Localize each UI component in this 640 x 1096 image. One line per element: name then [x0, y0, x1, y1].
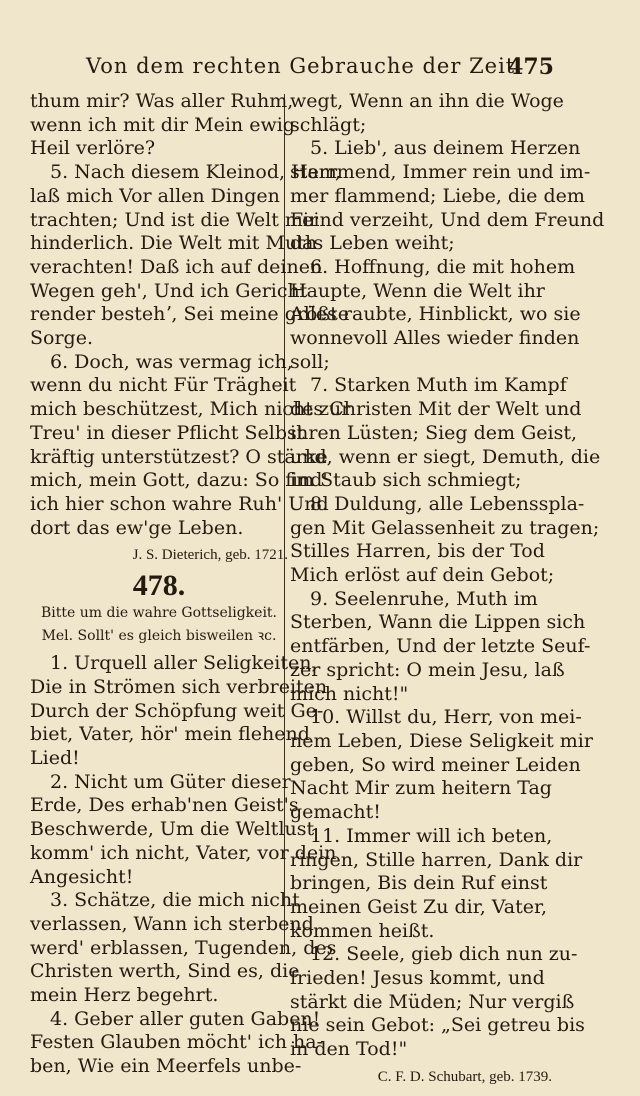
text-line: mich beschützest, Mich nicht zur	[30, 398, 351, 421]
text-line: mich, mein Gott, dazu: So find'	[30, 469, 328, 492]
text-line: wegt, Wenn an ihn die Woge	[290, 90, 564, 112]
text-line: Nacht Mir zum heitern Tag	[290, 777, 552, 800]
stanza-9	[290, 587, 591, 707]
text-line: Lied!	[30, 746, 80, 769]
text-line: Alles raubte, Hinblickt, wo sie	[290, 303, 581, 326]
hymn-number: 478.	[132, 569, 186, 603]
running-title: Von dem rechten Gebrauche der Zeit.	[86, 54, 523, 78]
text-line: wonnevoll Alles wieder finden	[290, 327, 580, 350]
text-line: schlägt;	[290, 113, 367, 136]
text-line: meinen Geist Zu dir, Vater,	[290, 895, 548, 918]
text-line: Sterben, Wann die Lippen sich	[290, 611, 586, 634]
text-line: 9. Seelenruhe, Muth im	[310, 587, 538, 610]
text-line: komm' ich nicht, Vater, vor dein	[30, 841, 337, 864]
text-line: verachten! Daß ich auf deinen	[30, 255, 323, 278]
text-line: Treu' in dieser Pflicht Selbst	[30, 421, 305, 444]
text-line: wenn du nicht Für Trägheit	[30, 374, 297, 397]
text-line: mer flammend; Liebe, die dem	[290, 184, 585, 207]
text-line: Angesicht!	[30, 865, 134, 888]
text-line: Erde, Des erhab'nen Geist's	[30, 794, 299, 817]
text-line: 5. Nach diesem Kleinod, Herr,	[50, 161, 342, 184]
text-line: 6. Doch, was vermag ich,	[50, 350, 293, 373]
text-line: entfärben, Und der letzte Seuf-	[290, 635, 591, 658]
text-line: kräftig unterstützest? O stärke	[30, 445, 328, 468]
text-line: laß mich Vor allen Dingen	[30, 184, 280, 207]
text-line: render bestehʼ, Sei meine größte	[30, 303, 349, 326]
stanza-1	[30, 652, 328, 771]
text-line: 12. Seele, gieb dich nun zu-	[310, 943, 578, 966]
text-line: das Leben weiht;	[290, 232, 455, 255]
stanza-8	[290, 492, 600, 588]
page-number: 475	[508, 54, 554, 80]
text-line: 10. Willst du, Herr, von mei-	[310, 706, 582, 729]
text-line: 5. Lieb', aus deinem Herzen	[310, 137, 581, 160]
text-line: Sorge.	[30, 327, 93, 350]
text-line: Durch der Schöpfung weit Ge-	[30, 699, 324, 722]
text-line: stammend, Immer rein und im-	[290, 161, 591, 184]
text-line: Christen werth, Sind es, die	[30, 960, 300, 983]
text-line: 2. Nicht um Güter dieser	[50, 770, 291, 793]
text-line: nem Leben, Diese Seligkeit mir	[290, 729, 593, 752]
text-line: Haupte, Wenn die Welt ihr	[290, 279, 545, 302]
text-line: 6. Hoffnung, die mit hohem	[310, 255, 576, 278]
right-column	[290, 90, 605, 1096]
author-attribution: J. S. Dieterich, geb. 1721.	[132, 547, 288, 564]
text-line: in den Tod!"	[290, 1038, 408, 1061]
text-line: gen Mit Gelassenheit zu tragen;	[290, 516, 600, 539]
stanza-6b	[290, 255, 581, 375]
text-line: ringen, Stille harren, Dank dir	[290, 848, 583, 871]
text-line: ich hier schon wahre Ruh' Und	[30, 492, 329, 515]
text-line: bringen, Bis dein Ruf einst	[290, 872, 548, 895]
text-line: verlassen, Wann ich sterbend	[30, 912, 314, 935]
text-line: 11. Immer will ich beten,	[310, 824, 553, 847]
stanza-4-continuation	[290, 90, 564, 137]
text-line: mich nicht!"	[290, 682, 409, 705]
text-line: 1. Urquell aller Seligkeiten,	[50, 652, 318, 675]
stanza-continuation	[30, 90, 295, 161]
text-line: thum mir? Was aller Ruhm,	[30, 90, 294, 112]
text-line: trachten; Und ist die Welt mir	[30, 208, 319, 231]
text-line: Festen Glauben möcht' ich ha-	[30, 1031, 324, 1054]
text-line: Feind verzeiht, Und dem Freund	[290, 208, 605, 231]
stanza-10	[290, 706, 593, 825]
stanza-11	[290, 824, 583, 944]
text-line: hinderlich. Die Welt mit Muth	[30, 232, 318, 255]
stanza-5	[30, 161, 349, 351]
text-line: wenn ich mit dir Mein ewig	[30, 113, 295, 136]
text-line: 4. Geber aller guten Gaben!	[50, 1007, 321, 1030]
text-line: Stilles Harren, bis der Tod	[290, 540, 545, 563]
author-attribution: C. F. D. Schubart, geb. 1739.	[377, 1068, 552, 1085]
text-line: und, wenn er siegt, Demuth, die	[290, 445, 601, 468]
text-line: ihren Lüsten; Sieg dem Geist,	[290, 421, 578, 444]
text-line: im Staub sich schmiegt;	[290, 469, 522, 492]
text-line: werd' erblassen, Tugenden, des	[30, 936, 337, 959]
text-line: ben, Wie ein Meerfels unbe-	[30, 1055, 302, 1078]
text-line: stärkt die Müden; Nur vergiß	[290, 990, 575, 1013]
text-line: geben, So wird meiner Leiden	[290, 753, 581, 776]
text-line: gemacht!	[290, 801, 381, 824]
text-line: 8. Duldung, alle Lebensspla-	[310, 492, 585, 515]
running-header	[80, 54, 560, 82]
text-line: soll;	[290, 350, 330, 373]
stanza-12	[290, 943, 585, 1062]
stanza-3	[30, 889, 337, 1008]
text-line: biet, Vater, hör' mein flehend	[30, 723, 310, 746]
stanza-7	[290, 374, 601, 493]
text-line: dort das ew'ge Leben.	[30, 516, 244, 539]
text-line: 7. Starken Muth im Kampf	[310, 374, 567, 397]
hymn-melody: Mel. Sollt' es gleich bisweilen ꝛc.	[41, 628, 277, 645]
text-line: zer spricht: O mein Jesu, laß	[290, 658, 565, 681]
text-line: mein Herz begehrt.	[30, 984, 219, 1007]
stanza-4	[30, 1007, 324, 1079]
text-line: Heil verlöre?	[30, 137, 156, 160]
stanza-5b	[290, 137, 605, 256]
text-line: Wegen geh', Und ich Gericht	[30, 279, 308, 302]
text-line: Die in Strömen sich verbreiten	[30, 675, 328, 698]
text-line: Mich erlöst auf dein Gebot;	[290, 564, 555, 587]
text-line: nie sein Gebot: „Sei getreu bis	[290, 1014, 585, 1037]
hymn-title: Bitte um die wahre Gottseligkeit.	[40, 604, 278, 621]
text-line: des Christen Mit der Welt und	[290, 398, 582, 421]
text-line: frieden! Jesus kommt, und	[290, 967, 545, 990]
text-line: Beschwerde, Um die Weltlust	[30, 818, 315, 841]
text-line: 3. Schätze, die mich nicht	[50, 889, 300, 912]
text-line: kommen heißt.	[290, 919, 435, 942]
